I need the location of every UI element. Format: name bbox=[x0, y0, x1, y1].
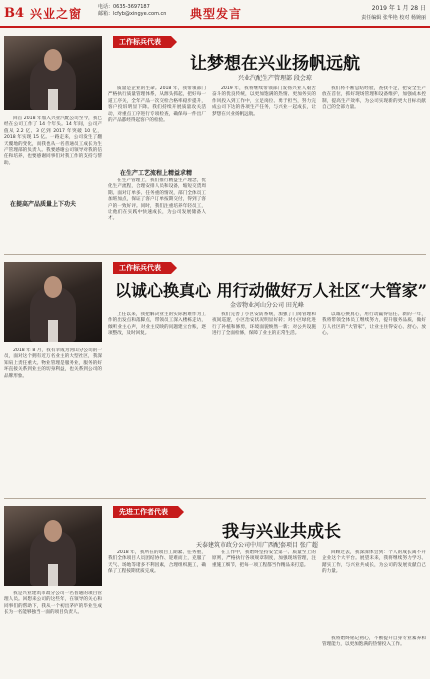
article3-photo bbox=[4, 506, 102, 586]
article1-byline: 兴业汽配生产管理部 段会琼 bbox=[238, 75, 312, 82]
article3-title: 我与兴业共成长 bbox=[222, 522, 341, 542]
article2-title: 以诚心换真心 用行动做好万人社区“大管家” bbox=[115, 281, 427, 300]
article3-paragraph: 回顾过去，我深深体会到：个人的成长离不开企业这个大平台。展望未来，我将继续努力学习、踏实工作，与兴业共成长，为公司的发展贡献自己的力量。 bbox=[322, 550, 426, 575]
article2-col1 bbox=[4, 348, 102, 494]
section-title: 典型发言 bbox=[190, 7, 243, 21]
page-code: B4 bbox=[4, 6, 25, 21]
article1-subhead2: 在生产工艺流程上精益求精 bbox=[120, 170, 193, 177]
article1-paragraph: 2019 年，我将继续带领部门发扬兴业人艰苦奋斗的优良传统，以更加饱满的热情、更加务实的作风投入到工作中，立足岗位、勇于担当，努力完成公司下达的各项生产任务，与兴业一起成长，让梦想在兴业扬帆远航。 bbox=[212, 86, 316, 117]
article1-tag: 工作标兵代表 bbox=[113, 36, 171, 48]
article1-photo bbox=[4, 36, 102, 110]
contact-phone: 电话：0635-3697187 bbox=[98, 4, 150, 10]
article1-paragraph: 我们将不断总结经验，查找不足，把安全生产放在首位，抓好现场管理和设备维护，加强成本控制，提高生产效率，为公司实现新的更大目标贡献自己的全部力量。 bbox=[322, 86, 426, 111]
article3-col4 bbox=[322, 550, 426, 634]
contact-email: 邮箱：lcfyb@xingye.com.cn bbox=[98, 11, 167, 17]
article2-tag: 工作标兵代表 bbox=[113, 262, 171, 274]
article3-byline: 天泰建筑市政分公司中川广西配套项目 张广超 bbox=[196, 542, 318, 549]
newspaper-brand: 兴业之窗 bbox=[30, 7, 83, 21]
article1-col3 bbox=[108, 178, 206, 250]
masthead-rule bbox=[0, 26, 430, 28]
article2-paragraph: 2018 年 8 月，我有幸成为河山分公司的一员，面对这个拥有近万名业主的大型社区，我深知肩上责任重大。物业管理是服务业，服务的好坏直接关系到业主的切身利益，也关系到公司的品牌形象。 bbox=[4, 348, 102, 379]
article1-subhead1: 在提高产品质量上下功夫 bbox=[10, 201, 77, 208]
section-divider bbox=[4, 254, 426, 255]
article2-col4 bbox=[322, 312, 426, 494]
article1-col4 bbox=[212, 86, 316, 250]
article3-paragraph: 我将始终铭记初心，不断提升自身专业素养和管理能力，以更加饱满的热情投入工作。 bbox=[322, 636, 426, 648]
contact-info bbox=[98, 4, 166, 18]
article1-col2 bbox=[108, 86, 206, 164]
article2-photo bbox=[4, 262, 102, 342]
article3-col2 bbox=[108, 550, 206, 675]
article1-col1 bbox=[4, 116, 102, 250]
article3-col3 bbox=[212, 550, 316, 675]
article1-title: 让梦想在兴业扬帆远航 bbox=[190, 54, 360, 74]
article1-paragraph: 质量是企业的生命。2018 年，我带领部门严格执行质量管理体系，从源头抓起，把好每一道工序关，全年产品一次交检合格率稳步提升，客户投诉明显下降。我们持续开展质量攻关活动，对重点工序进行专项检查，确保每一件出厂的产品都经得起客户的检验。 bbox=[108, 86, 206, 124]
masthead bbox=[0, 0, 430, 30]
issue-date: 2019 年 1 月 28 日 bbox=[371, 5, 426, 12]
article2-col2 bbox=[108, 312, 206, 494]
article2-paragraph: 上任以来，我把解决业主的实际困难作为工作的出发点和落脚点，带领员工深入楼栋走访，倾听业主心声，对业主反映的问题建立台账，逐项整改，及时回复。 bbox=[108, 312, 206, 337]
editors-line: 责任编辑 张华艳 校对 杨婉丽 bbox=[361, 15, 426, 21]
section-divider bbox=[4, 498, 426, 499]
article2-byline: 金帝物业河山分公司 田光峰 bbox=[230, 302, 304, 309]
article3-tag: 先进工作者代表 bbox=[113, 506, 178, 518]
article3-paragraph: 我是兴业建筑市政分公司一名普通的项目管理人员。回想来公司的这些年，在领导的关心和同事们的帮助下，我从一个初出茅庐的毕业生成长为一名能够独当一面的项目负责人。 bbox=[4, 591, 102, 616]
article3-col1 bbox=[4, 591, 102, 675]
article1-paragraph: 在生产管理上，我们推行精益生产理念，优化生产流程，合理安排人员和设备，缩短交货周期。面对订单多、任务重的情况，部门全体员工加班加点，保证了客户订单按期交付，得到了客户的一致好评。同时，我们注重培养年轻员工，让他们在实践中快速成长，为公司发展储备人才。 bbox=[108, 178, 206, 222]
article2-col3 bbox=[212, 312, 316, 494]
article2-paragraph: 我们完善了小区安防系统，加强了门岗管理和夜间巡逻，小区治安状况明显好转；对小区绿化进行了补植和修剪，环境面貌焕然一新；对公共设施进行了全面检修，保障了业主的正常生活。 bbox=[212, 312, 316, 337]
article1-paragraph: 回首 2018 年加入兴业汽配公司至今，我已经在公司工作了 14 个年头。14 年间，公司产值从 2.2 亿、3 亿到 2017 年突破 10 亿，2018 年实现 15 亿。一路走来，公司发生了翻天覆地的变化，而我也从一名普通员工成长为生产管理部的负责人。我要感谢公司领导对我的信任和培养，也要感谢同事们对我工作的支持与帮助。 bbox=[4, 116, 102, 166]
article3-paragraph: 2018 年，我所在的项目工期紧、任务重，我们全体项目人员团结协作、迎难而上，克服了天气、场地等诸多不利因素，合理组织施工，确保了工程按期优质完成。 bbox=[108, 550, 206, 575]
article3-col5 bbox=[322, 636, 426, 675]
article3-paragraph: 在工作中，我始终坚持安全第一、质量至上的原则，严格执行各项规章制度，加强现场管理，注重施工细节，把每一项工程都当作精品来打造。 bbox=[212, 550, 316, 568]
article2-paragraph: 以诚心换真心，用行动赢得信任。新的一年，我将带领全体员工继续努力，提升服务品质，做好万人社区的“大管家”，让业主住得安心、舒心、放心。 bbox=[322, 312, 426, 337]
article1-col5 bbox=[322, 86, 426, 250]
